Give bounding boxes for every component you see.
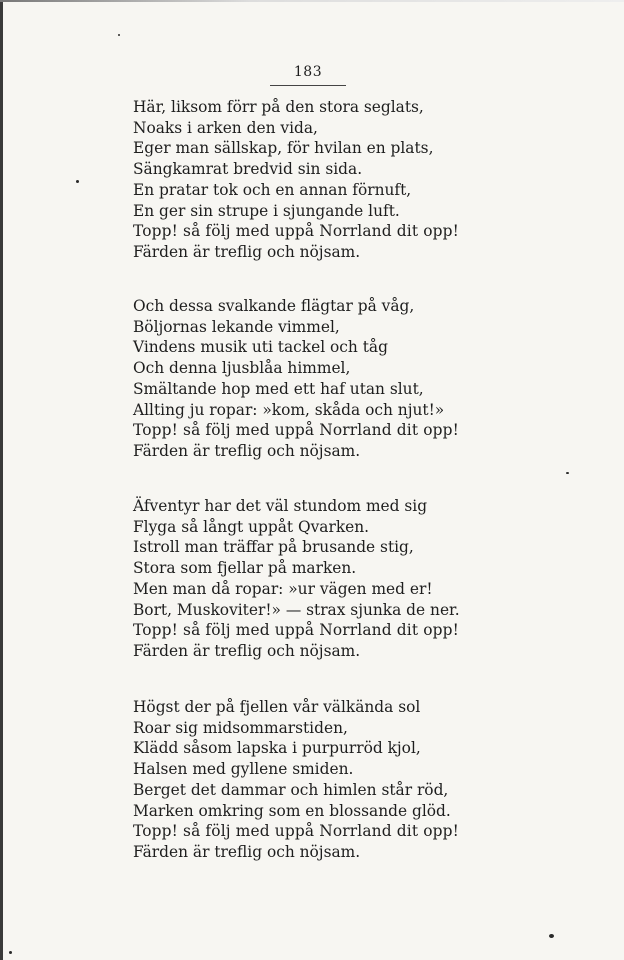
- poem-line: Berget det dammar och himlen står röd,: [133, 780, 449, 799]
- refrain-line: Färden är treflig och nöjsam.: [133, 441, 361, 460]
- poem-line: Högst der på fjellen vår välkända sol: [133, 698, 421, 716]
- poem-line: Noaks i arken den vida,: [133, 118, 318, 137]
- poem-line: Och denna ljusblåa himmel,: [133, 359, 351, 378]
- poem-line: Eger man sällskap, för hvilan en plats,: [133, 139, 434, 158]
- refrain-line: Färden är treflig och nöjsam.: [133, 242, 361, 261]
- page-edge-left: [0, 0, 3, 960]
- stanza-2: [133, 296, 459, 462]
- poem-line: Flyga så långt uppåt Qvarken.: [133, 517, 370, 536]
- refrain-line: Topp! så följ med uppå Norrland dit opp!: [133, 822, 459, 841]
- poem-line: Men man då ropar: »ur vägen med er!: [133, 579, 433, 598]
- ink-speck: [118, 34, 120, 36]
- refrain-line: Färden är treflig och nöjsam.: [133, 842, 361, 861]
- poem-line: Böljornas lekande vimmel,: [133, 317, 340, 336]
- refrain-line: Topp! så följ med uppå Norrland dit opp!: [133, 621, 459, 640]
- page-number-rule: [270, 85, 346, 86]
- poem-line: Smältande hop med ett haf utan slut,: [133, 379, 424, 398]
- poem-line: Halsen med gyllene smiden.: [133, 760, 354, 779]
- poem-line: En ger sin strupe i sjungande luft.: [133, 201, 400, 220]
- poem-line: Äfventyr har det väl stundom med sig: [133, 497, 428, 515]
- refrain-line: Topp! så följ med uppå Norrland dit opp!: [133, 222, 459, 241]
- poem-line: Klädd såsom lapska i purpurröd kjol,: [133, 739, 421, 758]
- ink-speck: [9, 951, 12, 954]
- ink-speck: [549, 934, 554, 938]
- stanza-3: [133, 496, 460, 662]
- page-edge-top: [0, 0, 624, 2]
- poem-line: Här, liksom förr på den stora seglats,: [133, 98, 424, 116]
- ink-speck: [76, 180, 79, 183]
- poem-line: Vindens musik uti tackel och tåg: [133, 338, 388, 357]
- stanza-1: [133, 97, 459, 263]
- poem-line: Roar sig midsommarstiden,: [133, 718, 348, 737]
- poem-line: Stora som fjellar på marken.: [133, 559, 357, 578]
- stanza-4: [133, 697, 459, 863]
- poem-line: Allting ju ropar: »kom, skåda och njut!»: [133, 400, 445, 419]
- refrain-line: Färden är treflig och nöjsam.: [133, 641, 361, 660]
- page-number: 183: [293, 64, 323, 80]
- poem-line: Istroll man träffar på brusande stig,: [133, 538, 414, 557]
- poem-line: Marken omkring som en blossande glöd.: [133, 801, 451, 820]
- poem-line: Och dessa svalkande flägtar på våg,: [133, 297, 415, 315]
- ink-speck: [566, 472, 569, 474]
- poem-line: Sängkamrat bredvid sin sida.: [133, 160, 363, 179]
- refrain-line: Topp! så följ med uppå Norrland dit opp!: [133, 421, 459, 440]
- poem-line: En pratar tok och en annan förnuft,: [133, 180, 412, 199]
- poem-line: Bort, Muskoviter!» — strax sjunka de ner.: [133, 600, 460, 619]
